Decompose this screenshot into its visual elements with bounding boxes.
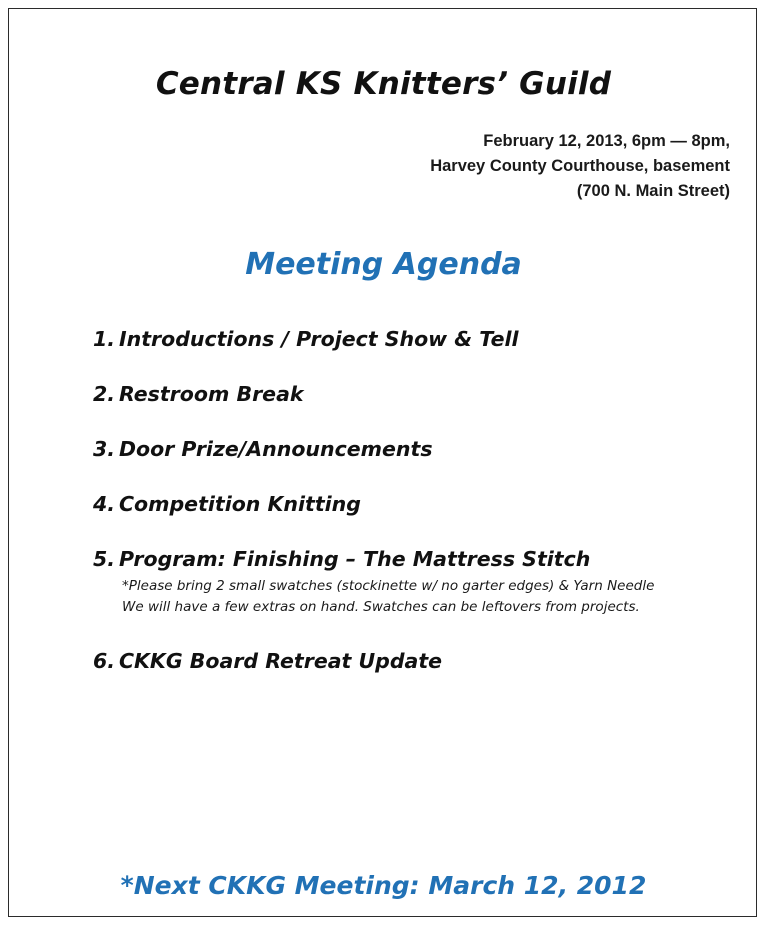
agenda-item <box>93 437 733 461</box>
agenda-item <box>93 547 733 618</box>
agenda-item <box>93 649 733 673</box>
agenda-item-label: Competition Knitting <box>119 492 361 516</box>
agenda-item-notes <box>93 576 733 618</box>
meeting-details-block <box>430 129 730 204</box>
agenda-item-number: 2. <box>93 382 116 406</box>
agenda-item-number: 1. <box>93 327 116 351</box>
agenda-item-number: 3. <box>93 437 116 461</box>
agenda-list <box>93 327 733 704</box>
agenda-item-label: Program: Finishing – The Mattress Stitch <box>119 547 591 571</box>
meeting-venue: Harvey County Courthouse, basement <box>430 157 730 175</box>
agenda-item-label: Door Prize/Announcements <box>119 437 433 461</box>
agenda-item-label: Restroom Break <box>119 382 304 406</box>
agenda-item-label: CKKG Board Retreat Update <box>119 649 443 673</box>
document-page <box>8 8 757 917</box>
document-title: Central KS Knitters’ Guild <box>155 66 612 102</box>
agenda-note-line: *Please bring 2 small swatches (stockinette w/ no garter edges) & Yarn Needle <box>122 578 655 594</box>
meeting-address: (700 N. Main Street) <box>576 182 730 200</box>
agenda-heading: Meeting Agenda <box>245 247 522 282</box>
agenda-item <box>93 382 733 406</box>
agenda-item-label: Introductions / Project Show & Tell <box>119 327 519 351</box>
agenda-item <box>93 327 733 351</box>
agenda-item-number: 4. <box>93 492 116 516</box>
next-meeting-note: *Next CKKG Meeting: March 12, 2012 <box>120 871 647 900</box>
agenda-note-line: We will have a few extras on hand. Swatches can be leftovers from projects. <box>122 599 640 615</box>
agenda-item-number: 6. <box>93 649 116 673</box>
agenda-item-number: 5. <box>93 547 116 571</box>
meeting-datetime: February 12, 2013, 6pm — 8pm, <box>483 132 730 150</box>
agenda-item <box>93 492 733 516</box>
